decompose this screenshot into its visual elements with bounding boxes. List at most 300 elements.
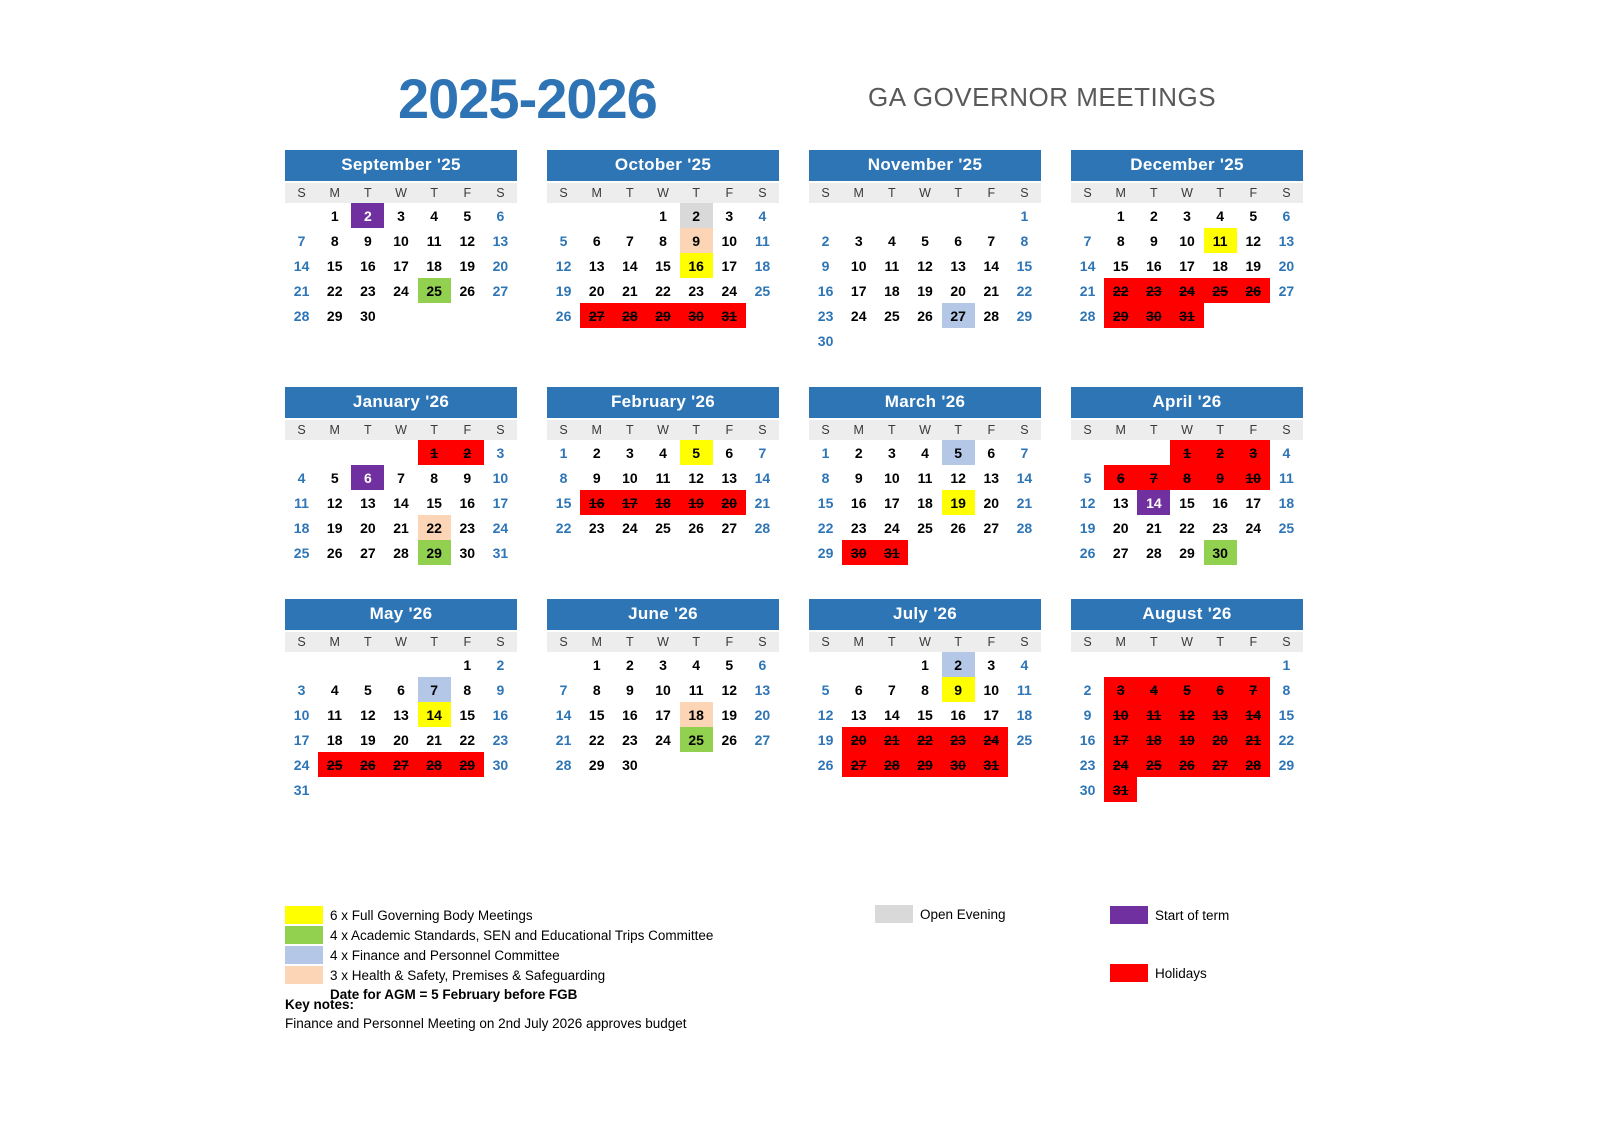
- day-cell[interactable]: 15: [817, 494, 834, 511]
- day-cell[interactable]: 6: [758, 656, 767, 673]
- day-cell[interactable]: 9: [625, 681, 634, 698]
- day-cell[interactable]: 25: [655, 519, 671, 536]
- day-cell-red[interactable]: 12: [1170, 702, 1203, 727]
- day-cell[interactable]: 30: [1079, 781, 1096, 798]
- day-cell[interactable]: 3: [887, 444, 896, 461]
- day-cell[interactable]: 29: [1278, 756, 1295, 773]
- day-cell[interactable]: 26: [555, 307, 572, 324]
- day-cell[interactable]: 29: [1179, 544, 1195, 561]
- day-cell[interactable]: 29: [326, 307, 343, 324]
- day-cell[interactable]: 16: [1212, 494, 1228, 511]
- day-cell[interactable]: 21: [426, 731, 442, 748]
- day-cell[interactable]: 22: [655, 282, 671, 299]
- day-cell[interactable]: 3: [297, 681, 306, 698]
- day-cell[interactable]: 1: [330, 207, 339, 224]
- day-cell[interactable]: 23: [850, 519, 867, 536]
- day-cell-red[interactable]: 28: [1237, 752, 1270, 777]
- day-cell[interactable]: 16: [1146, 257, 1162, 274]
- day-cell[interactable]: 29: [1016, 307, 1033, 324]
- day-cell[interactable]: 13: [950, 257, 966, 274]
- day-cell[interactable]: 24: [293, 756, 310, 773]
- day-cell[interactable]: 19: [555, 282, 572, 299]
- day-cell[interactable]: 18: [754, 257, 771, 274]
- day-cell[interactable]: 24: [492, 519, 509, 536]
- day-cell-red[interactable]: 26: [1170, 752, 1203, 777]
- day-cell[interactable]: 8: [559, 469, 568, 486]
- day-cell[interactable]: 7: [758, 444, 767, 461]
- day-cell-red[interactable]: 18: [646, 490, 679, 515]
- day-cell-red[interactable]: 11: [1137, 702, 1170, 727]
- day-cell[interactable]: 10: [655, 681, 671, 698]
- day-cell[interactable]: 2: [496, 656, 505, 673]
- day-cell[interactable]: 15: [655, 257, 671, 274]
- day-cell[interactable]: 13: [393, 706, 409, 723]
- day-cell[interactable]: 14: [293, 257, 310, 274]
- day-cell[interactable]: 6: [496, 207, 505, 224]
- day-cell[interactable]: 30: [459, 544, 476, 561]
- day-cell-red[interactable]: 20: [713, 490, 746, 515]
- day-cell-red[interactable]: 25: [1204, 278, 1237, 303]
- day-cell[interactable]: 4: [921, 444, 929, 461]
- day-cell[interactable]: 30: [360, 307, 376, 324]
- day-cell[interactable]: 12: [1245, 232, 1262, 249]
- day-cell[interactable]: 21: [622, 282, 638, 299]
- day-cell[interactable]: 15: [459, 706, 476, 723]
- day-cell-red[interactable]: 31: [1104, 777, 1137, 802]
- day-cell-red[interactable]: 19: [1170, 727, 1203, 752]
- day-cell[interactable]: 6: [592, 232, 601, 249]
- day-cell[interactable]: 1: [1282, 656, 1291, 673]
- day-cell-red[interactable]: 26: [351, 752, 384, 777]
- day-cell[interactable]: 11: [688, 681, 704, 698]
- day-cell[interactable]: 4: [692, 656, 701, 673]
- day-cell[interactable]: 4: [659, 444, 667, 461]
- day-cell[interactable]: 3: [625, 444, 634, 461]
- day-cell[interactable]: 11: [755, 232, 770, 249]
- day-cell[interactable]: 16: [360, 257, 376, 274]
- day-cell-red[interactable]: 16: [580, 490, 613, 515]
- day-cell[interactable]: 28: [393, 544, 409, 561]
- day-cell[interactable]: 29: [817, 544, 834, 561]
- day-cell[interactable]: 16: [850, 494, 867, 511]
- day-cell[interactable]: 12: [459, 232, 476, 249]
- day-cell[interactable]: 10: [884, 469, 900, 486]
- day-cell[interactable]: 30: [817, 332, 834, 349]
- day-cell[interactable]: 8: [821, 469, 830, 486]
- day-cell-red[interactable]: 25: [1137, 752, 1170, 777]
- day-cell[interactable]: 11: [884, 257, 900, 274]
- day-cell[interactable]: 3: [496, 444, 505, 461]
- day-cell[interactable]: 14: [1079, 257, 1096, 274]
- day-cell-peach[interactable]: 9: [680, 228, 713, 253]
- day-cell[interactable]: 16: [817, 282, 834, 299]
- day-cell[interactable]: 14: [983, 257, 1000, 274]
- day-cell[interactable]: 21: [1079, 282, 1096, 299]
- day-cell[interactable]: 24: [721, 282, 738, 299]
- day-cell[interactable]: 9: [821, 257, 830, 274]
- day-cell-red[interactable]: 24: [1170, 278, 1203, 303]
- day-cell[interactable]: 2: [1149, 207, 1158, 224]
- day-cell[interactable]: 12: [360, 706, 376, 723]
- day-cell[interactable]: 27: [1112, 544, 1129, 561]
- day-cell[interactable]: 14: [754, 469, 771, 486]
- day-cell[interactable]: 3: [854, 232, 863, 249]
- day-cell-red[interactable]: 2: [451, 440, 484, 465]
- day-cell-red[interactable]: 29: [646, 303, 679, 328]
- day-cell[interactable]: 8: [1116, 232, 1125, 249]
- day-cell-peach[interactable]: 22: [418, 515, 451, 540]
- day-cell[interactable]: 4: [1282, 444, 1291, 461]
- day-cell[interactable]: 15: [1016, 257, 1033, 274]
- day-cell[interactable]: 25: [1278, 519, 1295, 536]
- day-cell[interactable]: 23: [688, 282, 704, 299]
- day-cell[interactable]: 17: [884, 494, 900, 511]
- day-cell[interactable]: 14: [555, 706, 572, 723]
- day-cell[interactable]: 13: [983, 469, 1000, 486]
- day-cell[interactable]: 12: [817, 706, 834, 723]
- day-cell-red[interactable]: 17: [613, 490, 646, 515]
- day-cell-red[interactable]: 28: [418, 752, 451, 777]
- day-cell[interactable]: 10: [492, 469, 509, 486]
- day-cell[interactable]: 15: [1179, 494, 1195, 511]
- day-cell[interactable]: 27: [360, 544, 376, 561]
- day-cell[interactable]: 4: [297, 469, 306, 486]
- day-cell-red[interactable]: 9: [1204, 465, 1237, 490]
- day-cell[interactable]: 18: [884, 282, 900, 299]
- day-cell-red[interactable]: 25: [318, 752, 351, 777]
- day-cell[interactable]: 8: [1282, 681, 1291, 698]
- day-cell[interactable]: 30: [622, 756, 638, 773]
- day-cell[interactable]: 21: [1146, 519, 1162, 536]
- day-cell[interactable]: 26: [950, 519, 966, 536]
- day-cell[interactable]: 13: [754, 681, 771, 698]
- day-cell-red[interactable]: 28: [875, 752, 908, 777]
- day-cell[interactable]: 27: [754, 731, 771, 748]
- day-cell[interactable]: 15: [555, 494, 572, 511]
- day-cell-blue[interactable]: 7: [418, 677, 451, 702]
- day-cell[interactable]: 3: [659, 656, 667, 673]
- day-cell[interactable]: 19: [1245, 257, 1262, 274]
- day-cell[interactable]: 19: [817, 731, 834, 748]
- day-cell-red[interactable]: 24: [975, 727, 1008, 752]
- day-cell-red[interactable]: 31: [875, 540, 908, 565]
- day-cell[interactable]: 20: [983, 494, 1000, 511]
- day-cell-green[interactable]: 25: [680, 727, 713, 752]
- day-cell[interactable]: 26: [817, 756, 834, 773]
- day-cell[interactable]: 11: [1017, 681, 1032, 698]
- day-cell[interactable]: 10: [983, 681, 1000, 698]
- day-cell[interactable]: 24: [622, 519, 638, 536]
- day-cell-red[interactable]: 24: [1104, 752, 1137, 777]
- day-cell[interactable]: 16: [492, 706, 509, 723]
- day-cell[interactable]: 28: [293, 307, 310, 324]
- day-cell-red[interactable]: 23: [1137, 278, 1170, 303]
- day-cell-red[interactable]: 30: [942, 752, 975, 777]
- day-cell[interactable]: 16: [1079, 731, 1096, 748]
- day-cell[interactable]: 20: [1278, 257, 1295, 274]
- day-cell[interactable]: 21: [393, 519, 409, 536]
- day-cell[interactable]: 23: [492, 731, 509, 748]
- day-cell[interactable]: 6: [1282, 207, 1291, 224]
- day-cell[interactable]: 17: [983, 706, 1000, 723]
- day-cell[interactable]: 4: [1020, 656, 1029, 673]
- day-cell-red[interactable]: 6: [1204, 677, 1237, 702]
- day-cell[interactable]: 26: [326, 544, 343, 561]
- day-cell[interactable]: 28: [555, 756, 572, 773]
- day-cell[interactable]: 17: [1245, 494, 1262, 511]
- day-cell-red[interactable]: 20: [1204, 727, 1237, 752]
- day-cell-red[interactable]: 1: [418, 440, 451, 465]
- day-cell[interactable]: 19: [721, 706, 738, 723]
- day-cell[interactable]: 10: [293, 706, 310, 723]
- day-cell-red[interactable]: 21: [1237, 727, 1270, 752]
- day-cell[interactable]: 30: [492, 756, 509, 773]
- day-cell-red[interactable]: 19: [680, 490, 713, 515]
- day-cell[interactable]: 7: [625, 232, 634, 249]
- day-cell-red[interactable]: 20: [842, 727, 875, 752]
- day-cell-red[interactable]: 13: [1204, 702, 1237, 727]
- day-cell[interactable]: 14: [1016, 469, 1033, 486]
- day-cell[interactable]: 14: [393, 494, 409, 511]
- day-cell[interactable]: 19: [459, 257, 476, 274]
- day-cell[interactable]: 23: [817, 307, 834, 324]
- day-cell[interactable]: 1: [659, 207, 667, 224]
- day-cell[interactable]: 19: [326, 519, 343, 536]
- day-cell[interactable]: 20: [754, 706, 771, 723]
- day-cell[interactable]: 27: [492, 282, 509, 299]
- day-cell-red[interactable]: 23: [942, 727, 975, 752]
- day-cell[interactable]: 17: [393, 257, 409, 274]
- day-cell[interactable]: 27: [721, 519, 738, 536]
- day-cell[interactable]: 22: [1179, 519, 1195, 536]
- day-cell[interactable]: 24: [1245, 519, 1262, 536]
- day-cell[interactable]: 3: [397, 207, 405, 224]
- day-cell[interactable]: 12: [326, 494, 343, 511]
- day-cell[interactable]: 8: [592, 681, 601, 698]
- day-cell[interactable]: 13: [1112, 494, 1129, 511]
- day-cell[interactable]: 6: [987, 444, 996, 461]
- day-cell[interactable]: 21: [754, 494, 771, 511]
- day-cell[interactable]: 28: [983, 307, 1000, 324]
- day-cell[interactable]: 17: [850, 282, 867, 299]
- day-cell[interactable]: 31: [492, 544, 509, 561]
- day-cell[interactable]: 12: [1079, 494, 1096, 511]
- day-cell-red[interactable]: 7: [1237, 677, 1270, 702]
- day-cell-blue[interactable]: 5: [942, 440, 975, 465]
- day-cell[interactable]: 22: [1016, 282, 1033, 299]
- day-cell-red[interactable]: 18: [1137, 727, 1170, 752]
- day-cell[interactable]: 22: [555, 519, 572, 536]
- day-cell[interactable]: 19: [1079, 519, 1096, 536]
- day-cell-red[interactable]: 10: [1237, 465, 1270, 490]
- day-cell[interactable]: 7: [559, 681, 568, 698]
- day-cell-red[interactable]: 29: [1104, 303, 1137, 328]
- day-cell-purple[interactable]: 2: [351, 203, 384, 228]
- day-cell[interactable]: 28: [754, 519, 771, 536]
- day-cell[interactable]: 9: [1149, 232, 1158, 249]
- day-cell[interactable]: 12: [950, 469, 966, 486]
- day-cell[interactable]: 22: [588, 731, 605, 748]
- day-cell-yellow[interactable]: 5: [680, 440, 713, 465]
- day-cell[interactable]: 7: [887, 681, 896, 698]
- day-cell[interactable]: 5: [921, 232, 929, 249]
- day-cell[interactable]: 3: [1183, 207, 1191, 224]
- day-cell[interactable]: 15: [1278, 706, 1295, 723]
- day-cell[interactable]: 27: [983, 519, 1000, 536]
- day-cell[interactable]: 13: [850, 706, 867, 723]
- day-cell-red[interactable]: 30: [680, 303, 713, 328]
- day-cell[interactable]: 4: [758, 207, 767, 224]
- day-cell[interactable]: 22: [1278, 731, 1295, 748]
- day-cell[interactable]: 23: [622, 731, 638, 748]
- day-cell[interactable]: 17: [721, 257, 738, 274]
- day-cell[interactable]: 9: [363, 232, 372, 249]
- day-cell-red[interactable]: 29: [908, 752, 941, 777]
- day-cell[interactable]: 28: [1079, 307, 1096, 324]
- day-cell[interactable]: 26: [459, 282, 476, 299]
- day-cell[interactable]: 5: [821, 681, 830, 698]
- day-cell[interactable]: 25: [884, 307, 900, 324]
- day-cell[interactable]: 21: [293, 282, 310, 299]
- day-cell[interactable]: 9: [496, 681, 505, 698]
- day-cell[interactable]: 5: [725, 656, 734, 673]
- day-cell[interactable]: 18: [326, 731, 343, 748]
- day-cell-red[interactable]: 27: [580, 303, 613, 328]
- day-cell[interactable]: 10: [850, 257, 867, 274]
- day-cell[interactable]: 1: [821, 444, 830, 461]
- day-cell-red[interactable]: 2: [1204, 440, 1237, 465]
- day-cell-red[interactable]: 27: [842, 752, 875, 777]
- day-cell[interactable]: 9: [592, 469, 601, 486]
- day-cell[interactable]: 23: [1079, 756, 1096, 773]
- day-cell-peach[interactable]: 18: [680, 702, 713, 727]
- day-cell-yellow[interactable]: 16: [680, 253, 713, 278]
- day-cell[interactable]: 23: [1212, 519, 1228, 536]
- day-cell[interactable]: 22: [326, 282, 343, 299]
- day-cell[interactable]: 5: [1249, 207, 1258, 224]
- day-cell-red[interactable]: 31: [713, 303, 746, 328]
- day-cell-red[interactable]: 8: [1170, 465, 1203, 490]
- day-cell[interactable]: 2: [854, 444, 863, 461]
- day-cell[interactable]: 8: [659, 232, 667, 249]
- day-cell[interactable]: 18: [426, 257, 442, 274]
- day-cell[interactable]: 17: [1179, 257, 1195, 274]
- day-cell[interactable]: 17: [293, 731, 310, 748]
- day-cell[interactable]: 23: [360, 282, 376, 299]
- day-cell[interactable]: 6: [725, 444, 734, 461]
- day-cell[interactable]: 13: [588, 257, 605, 274]
- day-cell[interactable]: 1: [1116, 207, 1125, 224]
- day-cell[interactable]: 17: [655, 706, 671, 723]
- day-cell[interactable]: 8: [430, 469, 439, 486]
- day-cell-blue[interactable]: 27: [942, 303, 975, 328]
- day-cell[interactable]: 15: [588, 706, 605, 723]
- day-cell[interactable]: 14: [884, 706, 900, 723]
- day-cell[interactable]: 20: [950, 282, 966, 299]
- day-cell[interactable]: 16: [459, 494, 476, 511]
- day-cell[interactable]: 11: [294, 494, 309, 511]
- day-cell[interactable]: 24: [655, 731, 671, 748]
- day-cell[interactable]: 8: [330, 232, 339, 249]
- day-cell-yellow[interactable]: 14: [418, 702, 451, 727]
- day-cell[interactable]: 4: [330, 681, 339, 698]
- day-cell[interactable]: 13: [492, 232, 509, 249]
- day-cell-red[interactable]: 14: [1237, 702, 1270, 727]
- day-cell-red[interactable]: 26: [1237, 278, 1270, 303]
- day-cell[interactable]: 10: [721, 232, 738, 249]
- day-cell[interactable]: 5: [463, 207, 472, 224]
- day-cell[interactable]: 21: [555, 731, 572, 748]
- day-cell[interactable]: 8: [1020, 232, 1029, 249]
- day-cell[interactable]: 19: [360, 731, 376, 748]
- day-cell[interactable]: 25: [754, 282, 771, 299]
- day-cell[interactable]: 10: [1179, 232, 1195, 249]
- day-cell[interactable]: 1: [463, 656, 472, 673]
- day-cell[interactable]: 11: [655, 469, 671, 486]
- day-cell[interactable]: 6: [854, 681, 863, 698]
- day-cell-green[interactable]: 29: [418, 540, 451, 565]
- day-cell[interactable]: 5: [559, 232, 568, 249]
- day-cell-red[interactable]: 27: [384, 752, 417, 777]
- day-cell-red[interactable]: 28: [613, 303, 646, 328]
- day-cell[interactable]: 8: [463, 681, 472, 698]
- day-cell-red[interactable]: 6: [1104, 465, 1137, 490]
- day-cell[interactable]: 26: [688, 519, 704, 536]
- day-cell-red[interactable]: 22: [908, 727, 941, 752]
- day-cell-red[interactable]: 30: [1137, 303, 1170, 328]
- day-cell[interactable]: 9: [1083, 706, 1092, 723]
- day-cell[interactable]: 11: [1279, 469, 1294, 486]
- day-cell-red[interactable]: 31: [975, 752, 1008, 777]
- day-cell[interactable]: 26: [917, 307, 933, 324]
- day-cell[interactable]: 1: [921, 656, 929, 673]
- day-cell-yellow[interactable]: 11: [1204, 228, 1237, 253]
- day-cell[interactable]: 7: [397, 469, 405, 486]
- day-cell[interactable]: 9: [463, 469, 472, 486]
- day-cell-green[interactable]: 25: [418, 278, 451, 303]
- day-cell[interactable]: 18: [1016, 706, 1033, 723]
- day-cell[interactable]: 3: [725, 207, 734, 224]
- day-cell[interactable]: 27: [1278, 282, 1295, 299]
- day-cell[interactable]: 18: [293, 519, 310, 536]
- day-cell[interactable]: 1: [1020, 207, 1029, 224]
- day-cell[interactable]: 31: [293, 781, 310, 798]
- day-cell[interactable]: 12: [555, 257, 572, 274]
- day-cell[interactable]: 15: [426, 494, 442, 511]
- day-cell[interactable]: 1: [592, 656, 601, 673]
- day-cell[interactable]: 11: [917, 469, 933, 486]
- day-cell[interactable]: 4: [430, 207, 439, 224]
- day-cell[interactable]: 12: [721, 681, 738, 698]
- day-cell[interactable]: 13: [360, 494, 376, 511]
- day-cell[interactable]: 1: [559, 444, 568, 461]
- day-cell[interactable]: 17: [492, 494, 509, 511]
- day-cell-green[interactable]: 30: [1204, 540, 1237, 565]
- day-cell-red[interactable]: 17: [1104, 727, 1137, 752]
- day-cell[interactable]: 18: [917, 494, 933, 511]
- day-cell[interactable]: 7: [1020, 444, 1029, 461]
- day-cell[interactable]: 2: [625, 656, 634, 673]
- day-cell-red[interactable]: 30: [842, 540, 875, 565]
- day-cell-red[interactable]: 10: [1104, 702, 1137, 727]
- day-cell-yellow[interactable]: 19: [942, 490, 975, 515]
- day-cell[interactable]: 20: [492, 257, 509, 274]
- day-cell[interactable]: 5: [363, 681, 372, 698]
- day-cell[interactable]: 26: [721, 731, 738, 748]
- day-cell[interactable]: 16: [622, 706, 638, 723]
- day-cell[interactable]: 7: [1083, 232, 1092, 249]
- day-cell-red[interactable]: 31: [1170, 303, 1203, 328]
